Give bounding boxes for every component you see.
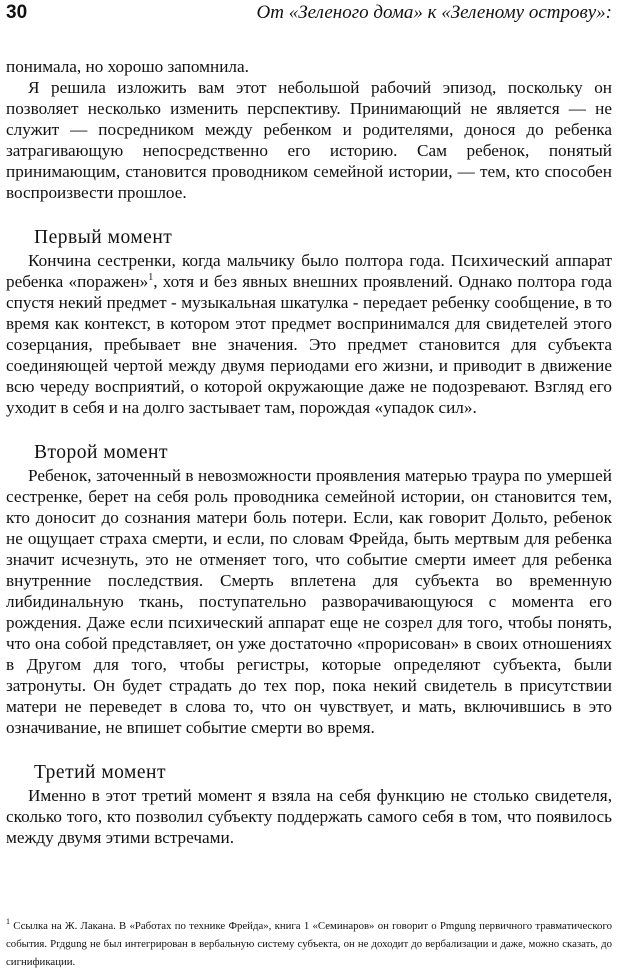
page-header bbox=[6, 2, 612, 30]
section-heading-second: Второй момент bbox=[34, 442, 169, 463]
paragraph-text: Кончина сестренки, когда мальчику было полтора года. Психический аппарат ребенка «поражен» bbox=[6, 251, 612, 291]
running-title: От «Зеленого дома» к «Зеленому острову»: bbox=[256, 2, 612, 23]
footnote-number: 1 bbox=[6, 917, 10, 926]
paragraph-continuation: понимала, но хорошо запомнила. bbox=[6, 57, 249, 76]
footnote-marker[interactable]: 1 bbox=[148, 272, 154, 283]
footnote-area bbox=[6, 917, 612, 971]
paragraph-second-moment: Ребенок, заточенный в невозможности проявления матерью траура по умершей сестренке, берет на себя роль проводника семейной истории, он становится тем, кто доносит до сознания матери боль потери. Если, как говорит Дольто, ребенок не ощущает страха смерти, и если, по словам Фрейда, быть мертвым для ребенка значит исчезнуть, это не отменяет того, что событие смерти имеет для ребенка внутренние последствия. Смерть вплетена для субъекта во временную либидинальную ткань, поступательно разворачивающуюся с момента его рождения. Даже если психический аппарат еще не созрел для того, чтобы понять, что она собой представляет, он уже достаточно «прорисован» в своих отношениях в Другом для того, чтобы регистры, которые определяют субъекта, были затронуты. Он будет страдать до тех пор, пока некий свидетель в присутствии матери не переведет в слова то, что он чувствует, и мать, включившись в это означивание, не впишет событие смерти во время. bbox=[6, 466, 612, 737]
section-heading-first: Первый момент bbox=[34, 227, 173, 248]
paragraph-first-moment bbox=[6, 250, 612, 418]
paragraph-third-moment: Именно в этот третий момент я взяла на себя функцию не столько свидетеля, сколько того, кто позволил субъекту поддержать самого себя в том, что появилось между двумя этими встречами. bbox=[6, 786, 612, 847]
footnote bbox=[6, 917, 612, 971]
section-heading-third: Третий момент bbox=[34, 762, 167, 783]
page-body bbox=[6, 56, 612, 848]
page-number: 30 bbox=[6, 2, 28, 23]
paragraph-intro: Я решила изложить вам этот небольшой рабочий эпизод, поскольку он позволяет несколько изменить перспективу. Принимающий не является — не служит — посредником между ребенком и родителями, донося до ребенка затрагивающую непосредственно его историю. Сам ребенок, понятый принимающим, становится проводником семейной истории, — тем, кто способен воспроизвести прошлое. bbox=[6, 78, 612, 202]
paragraph-text: , хотя и без явных внешних проявлений. Однако полтора года спустя некий предмет - музыкальная шкатулка - передает ребенку сообщение, в то время как контекст, в котором этот предмет воспринимался для свидетелей этого созерцания, пребывает вне значения. Это предмет становится для субъекта соединяющей чертой между двумя периодами его жизни, и приводит в движение всю череду восприятий, о которой окружающие даже не подозревают. Взгляд его уходит в себя и на долго застывает там, порождая «упадок сил». bbox=[6, 272, 612, 417]
footnote-text: Ссылка на Ж. Лакана. В «Работах по технике Фрейда», книга 1 «Семинаров» он говорит о Pmgung первичного травматического события. Prдgung не был интегрирован в вербальную систему субъекта, он не доходит до вербализации и даже, можно сказать, до сигнификации. bbox=[6, 920, 612, 968]
